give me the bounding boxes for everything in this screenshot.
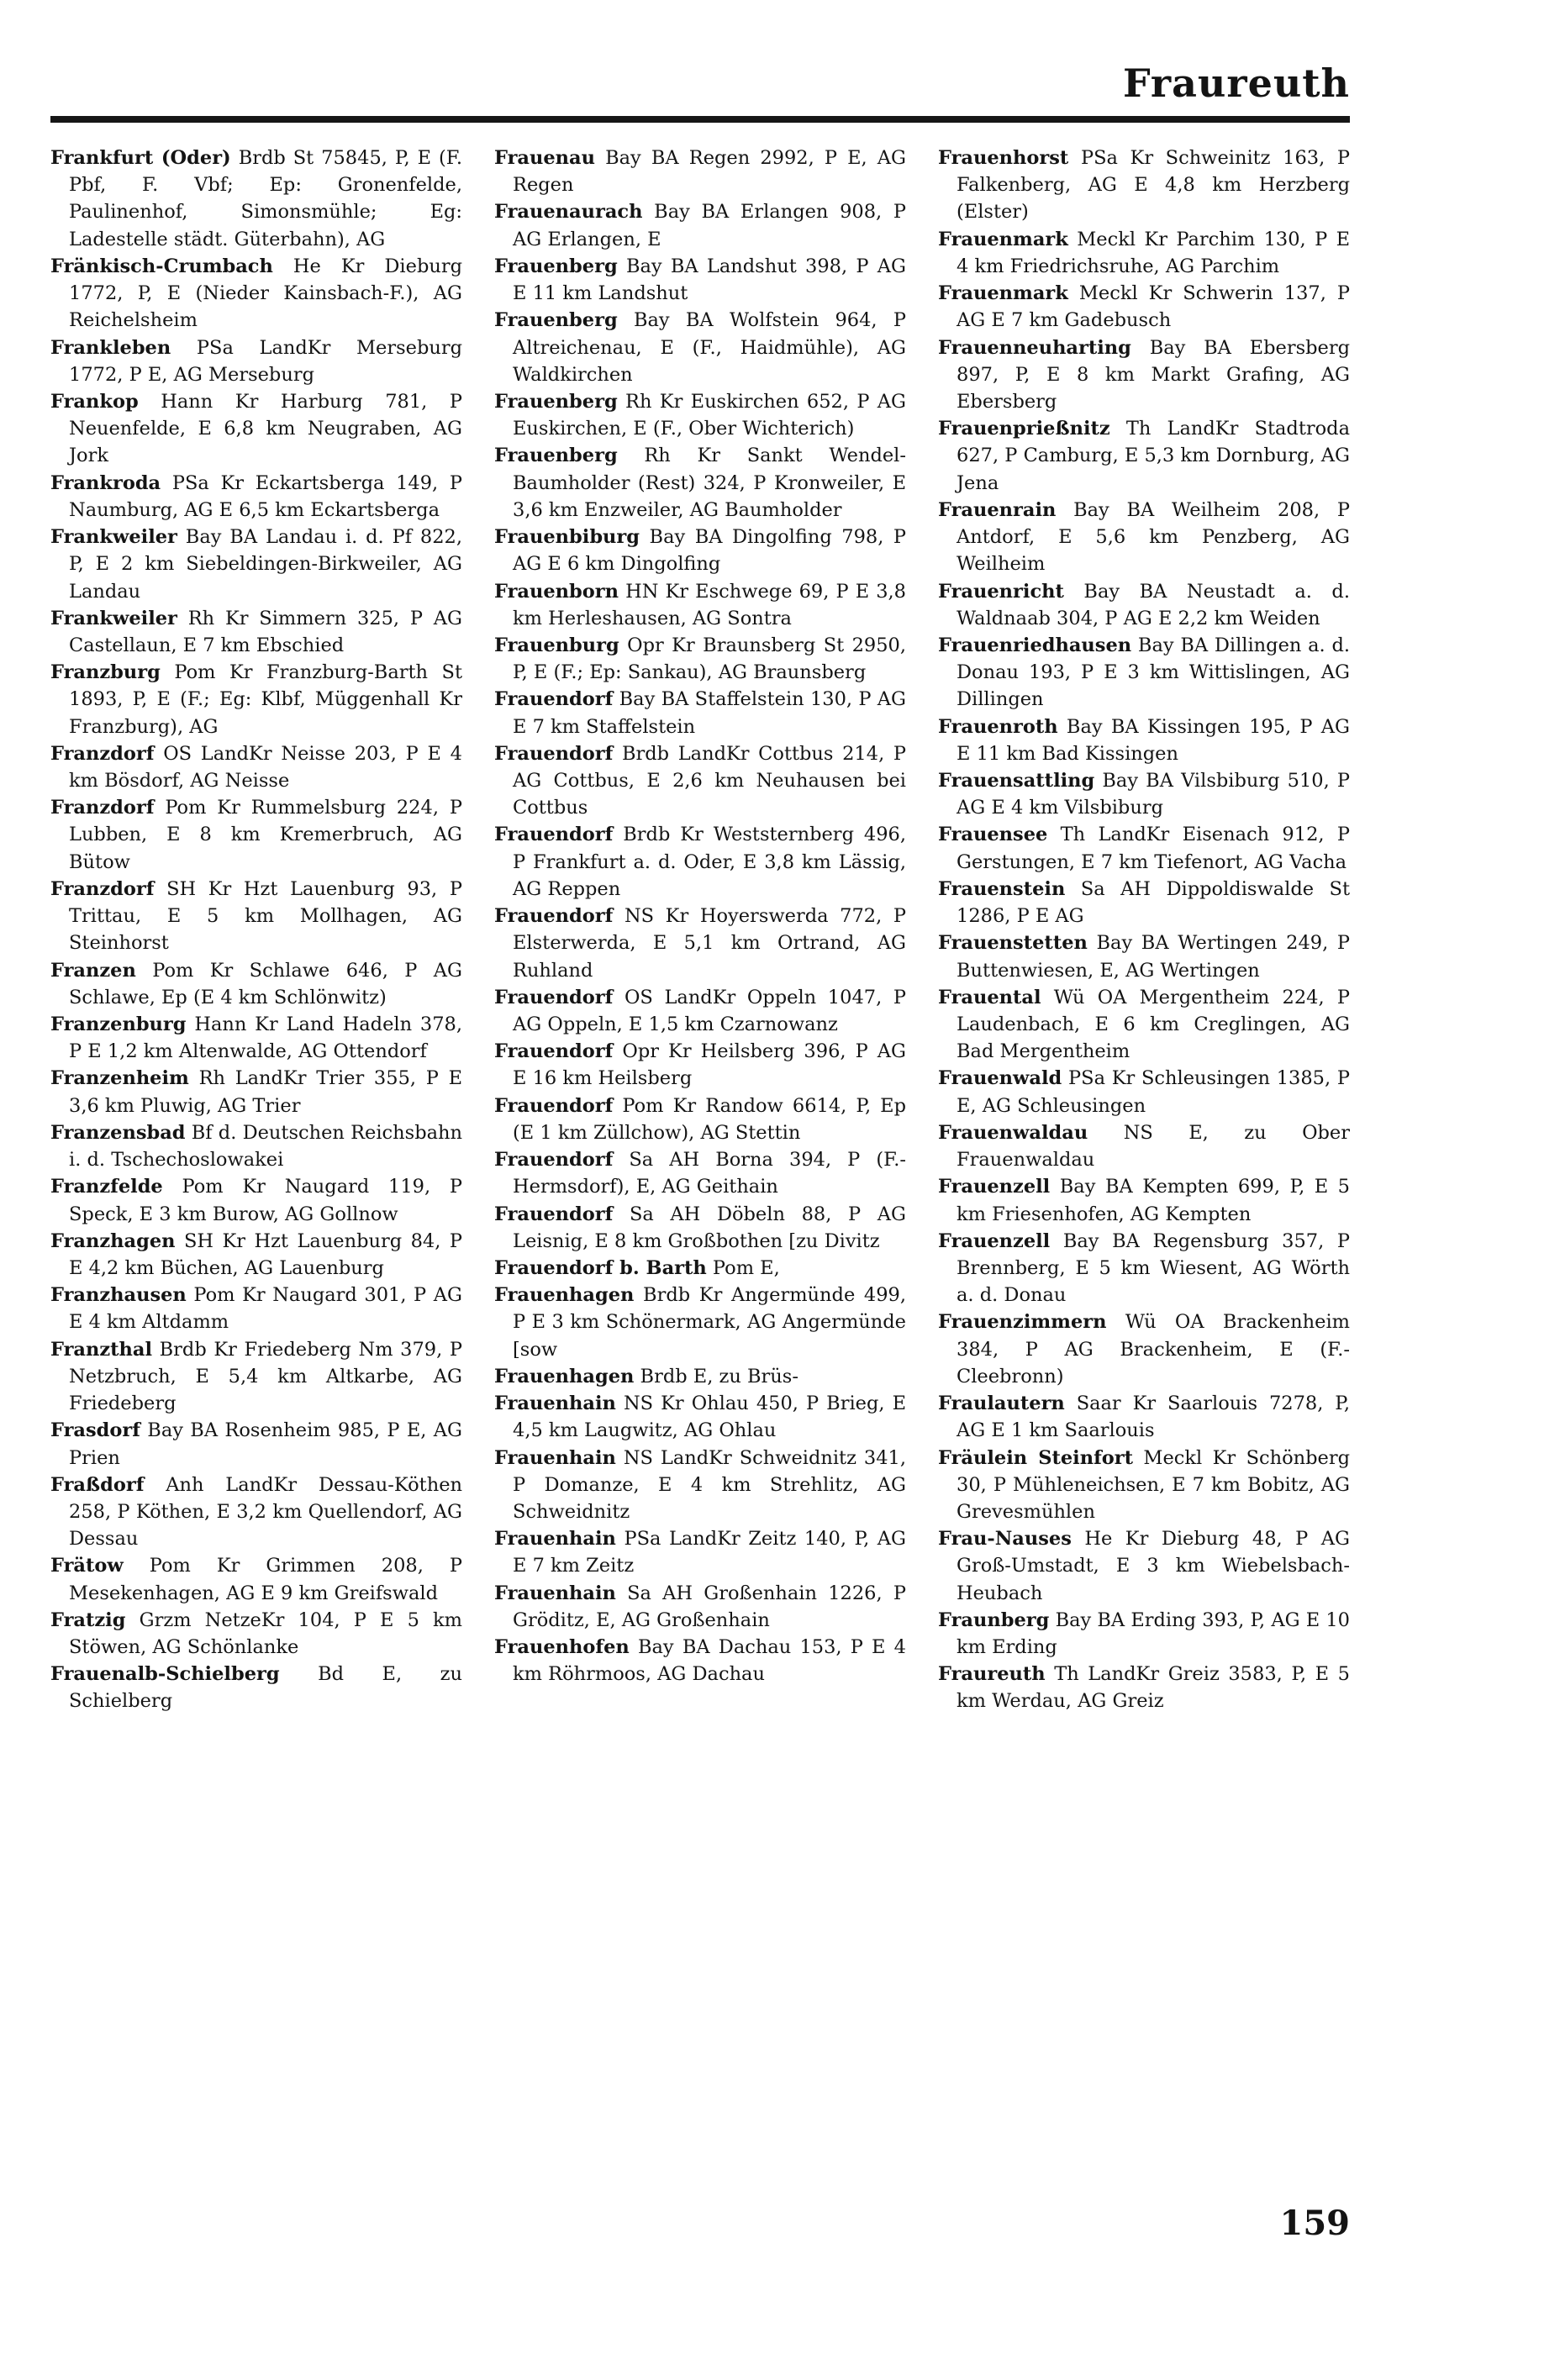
gazetteer-entry xyxy=(494,903,906,984)
entry-text: He Kr Dieburg 48, P AG Groß-Umstadt, E 3 km Wiebelsbach-Heubach xyxy=(957,1528,1350,1604)
entry-text: Pom Kr Franzburg-Barth St 1893, P, E (F.; Eg: Klbf, Müggenhall Kr Franzburg), AG xyxy=(69,661,462,738)
entry-text: Meckl Kr Schwerin 137, P AG E 7 km Gadebusch xyxy=(957,282,1350,332)
entry-text: Bd E, zu Schielberg xyxy=(69,1663,462,1713)
gazetteer-entry xyxy=(50,605,462,659)
entry-headword: Frauendorf xyxy=(494,742,614,765)
entry-text: Pom Kr Naugard 119, P Speck, E 3 km Burow, AG Gollnow xyxy=(69,1176,462,1225)
entry-text: He Kr Dieburg 1772, P, E (Nieder Kainsbach-F.), AG Reichelsheim xyxy=(69,255,462,332)
entry-headword: Frauenmark xyxy=(938,228,1068,250)
running-head: Fraureuth xyxy=(1123,61,1350,106)
header-rule xyxy=(50,116,1350,123)
gazetteer-entry xyxy=(50,524,462,605)
entry-text: Saar Kr Saarlouis 7278, P, AG E 1 km Saarlouis xyxy=(957,1393,1350,1442)
entry-text: Bay BA Wertingen 249, P Buttenwiesen, E, AG Wertingen xyxy=(957,932,1350,982)
gazetteer-entry xyxy=(938,578,1350,632)
entry-headword: Franzhausen xyxy=(50,1284,187,1307)
entry-headword: Franzthal xyxy=(50,1338,153,1361)
gazetteer-entry xyxy=(938,1607,1350,1661)
entry-headword: Frauenberg xyxy=(494,255,618,277)
entry-text: Anh LandKr Dessau-Köthen 258, P Köthen, E 3,2 km Quellendorf, AG Dessau xyxy=(69,1473,462,1551)
entry-headword: Frauenmark xyxy=(938,282,1068,305)
gazetteer-entry xyxy=(494,1146,906,1200)
entry-headword: Frauenstein xyxy=(938,877,1066,900)
entry-text: Pom E, xyxy=(712,1256,780,1279)
entry-text: Meckl Kr Schönberg 30, P Mühleneichsen, E 7 km Bobitz, AG Grevesmühlen xyxy=(957,1446,1350,1523)
entry-headword: Frauenberg xyxy=(494,309,618,332)
entry-text: Rh Kr Euskirchen 652, P AG Euskirchen, E (F., Ober Wichterich) xyxy=(513,390,906,440)
entry-text: Wü OA Brackenheim 384, P AG Brackenheim, E (F.-Cleebronn) xyxy=(957,1311,1350,1387)
entry-headword: Franzen xyxy=(50,959,136,982)
column-left xyxy=(50,145,462,2178)
entry-headword: Frauenhorst xyxy=(938,147,1069,169)
gazetteer-entry xyxy=(938,1525,1350,1607)
entry-headword: Frauenhagen xyxy=(494,1284,635,1307)
gazetteer-entry xyxy=(938,497,1350,578)
entry-headword: Franzburg xyxy=(50,661,161,684)
gazetteer-entry xyxy=(50,659,462,740)
gazetteer-entry xyxy=(494,1445,906,1526)
entry-text: Wü OA Mergentheim 224, P Laudenbach, E 6 km Creglingen, AG Bad Mergentheim xyxy=(957,986,1350,1063)
gazetteer-entry xyxy=(494,821,906,903)
entry-text: Th LandKr Eisenach 912, P Gerstungen, E 7 km Tiefenort, AG Vacha xyxy=(957,824,1350,873)
entry-text: PSa LandKr Zeitz 140, P, AG E 7 km Zeitz xyxy=(513,1528,906,1577)
gazetteer-entry xyxy=(494,307,906,388)
entry-headword: Franzhagen xyxy=(50,1229,176,1252)
entry-text: Bay BA Staffelstein 130, P AG E 7 km Staffelstein xyxy=(513,688,906,738)
entry-headword: Frankweiler xyxy=(50,607,177,629)
gazetteer-entry xyxy=(494,1634,906,1688)
entry-text: Bay BA Landau i. d. Pf 822, P, E 2 km Siebeldingen-Birkweiler, AG Landau xyxy=(69,526,462,603)
gazetteer-entry xyxy=(938,713,1350,767)
entry-headword: Frauenroth xyxy=(938,715,1058,738)
gazetteer-entry xyxy=(938,280,1350,334)
entry-text: Brdb LandKr Cottbus 214, P AG Cottbus, E 2,6 km Neuhausen bei Cottbus xyxy=(513,742,906,819)
entry-text: Bay BA Dingolfing 798, P AG E 6 km Dingolfing xyxy=(513,526,906,576)
gazetteer-entry xyxy=(938,821,1350,875)
entry-headword: Fräulein Steinfort xyxy=(938,1446,1134,1469)
gazetteer-entry xyxy=(50,794,462,876)
entry-headword: Fraunberg xyxy=(938,1609,1050,1631)
entry-text: Bay BA Neustadt a. d. Waldnaab 304, P AG E 2,2 km Weiden xyxy=(957,580,1350,629)
entry-text: Brdb Kr Friedeberg Nm 379, P Netzbruch, E 5,4 km Altkarbe, AG Friedeberg xyxy=(69,1338,462,1415)
entry-text: Grzm NetzeKr 104, P E 5 km Stöwen, AG Schönlanke xyxy=(69,1609,462,1659)
gazetteer-entry xyxy=(938,415,1350,497)
gazetteer-entry xyxy=(938,767,1350,821)
gazetteer-entry xyxy=(50,1173,462,1227)
gazetteer-entry xyxy=(938,1173,1350,1227)
entry-text: PSa Kr Schleusingen 1385, P E, AG Schleusingen xyxy=(957,1067,1350,1117)
gazetteer-entry xyxy=(50,1552,462,1606)
entry-headword: Frau-Nauses xyxy=(938,1528,1072,1551)
gazetteer-entry xyxy=(50,334,462,388)
entry-text: OS LandKr Neisse 203, P E 4 km Bösdorf, AG Neisse xyxy=(69,742,462,792)
entry-headword: Frauendorf xyxy=(494,1094,614,1117)
entry-headword: Frauenneuharting xyxy=(938,336,1131,359)
gazetteer-entry xyxy=(50,388,462,470)
entry-headword: Frankweiler xyxy=(50,526,177,549)
entry-headword: Frankfurt (Oder) xyxy=(50,147,231,169)
entry-headword: Frauenhain xyxy=(494,1393,616,1415)
entry-text: PSa LandKr Merseburg 1772, P E, AG Merseburg xyxy=(69,336,462,386)
gazetteer-entry xyxy=(494,740,906,822)
entry-headword: Franzenheim xyxy=(50,1067,189,1090)
columns xyxy=(50,145,1350,2178)
entry-headword: Frauendorf xyxy=(494,1203,614,1225)
entry-headword: Frauenzimmern xyxy=(938,1311,1107,1334)
entry-headword: Frauenberg xyxy=(494,390,618,413)
gazetteer-entry xyxy=(50,1336,462,1418)
entry-headword: Frankroda xyxy=(50,471,161,494)
entry-text: Bay BA Dillingen a. d. Donau 193, P E 3 km Wittislingen, AG Dillingen xyxy=(957,634,1350,711)
entry-text: Brdb Kr Angermünde 499, P E 3 km Schönermark, AG Angermünde [sow xyxy=(513,1284,906,1361)
entry-headword: Frauenhagen xyxy=(494,1365,635,1387)
entry-headword: Frauenau xyxy=(494,147,595,169)
entry-text: PSa Kr Schweinitz 163, P Falkenberg, AG E 4,8 km Herzberg (Elster) xyxy=(957,147,1350,224)
entry-headword: Franzenburg xyxy=(50,1014,187,1035)
gazetteer-entry xyxy=(938,984,1350,1066)
entry-headword: Franzdorf xyxy=(50,742,155,765)
entry-text: Sa AH Borna 394, P (F.-Hermsdorf), E, AG Geithain xyxy=(513,1149,906,1198)
entry-text: Brdb Kr Weststernberg 496, P Frankfurt a. d. Oder, E 3,8 km Lässig, AG Reppen xyxy=(513,824,906,900)
entry-text: Bay BA Landshut 398, P AG E 11 km Landshut xyxy=(513,255,906,305)
entry-text: SH Kr Hzt Lauenburg 84, P E 4,2 km Büchen, AG Lauenburg xyxy=(69,1229,462,1279)
column-middle xyxy=(494,145,906,2178)
entry-headword: Frauendorf xyxy=(494,986,614,1008)
entry-headword: Franzfelde xyxy=(50,1176,163,1198)
entry-text: Opr Kr Heilsberg 396, P AG E 16 km Heilsberg xyxy=(513,1040,906,1090)
gazetteer-entry xyxy=(50,876,462,957)
entry-text: Bay BA Regensburg 357, P Brennberg, E 5 km Wiesent, AG Wörth a. d. Donau xyxy=(957,1229,1350,1307)
gazetteer-entry xyxy=(50,1282,462,1335)
entry-text: Hann Kr Land Hadeln 378, P E 1,2 km Altenwalde, AG Ottendorf xyxy=(69,1014,462,1063)
entry-headword: Frauendorf xyxy=(494,1149,614,1172)
gazetteer-entry xyxy=(50,1472,462,1553)
entry-text: PSa Kr Eckartsberga 149, P Naumburg, AG E 6,5 km Eckartsberga xyxy=(69,471,462,521)
entry-headword: Franzensbad xyxy=(50,1121,186,1144)
entry-headword: Frauendorf b. Barth xyxy=(494,1256,707,1279)
gazetteer-entry xyxy=(494,524,906,577)
gazetteer-entry xyxy=(50,1119,462,1173)
entry-headword: Fraßdorf xyxy=(50,1473,145,1496)
gazetteer-entry xyxy=(938,929,1350,983)
entry-headword: Frauensattling xyxy=(938,770,1095,792)
entry-text: Meckl Kr Parchim 130, P E 4 km Friedrichsruhe, AG Parchim xyxy=(957,228,1350,277)
gazetteer-entry xyxy=(938,1228,1350,1309)
entry-headword: Frauenprießnitz xyxy=(938,418,1110,440)
entry-headword: Fraulautern xyxy=(938,1393,1065,1415)
entry-headword: Frauenborn xyxy=(494,580,619,603)
gazetteer-entry xyxy=(50,740,462,794)
entry-headword: Fraureuth xyxy=(938,1663,1046,1686)
entry-text: Pom Kr Naugard 301, P AG E 4 km Altdamm xyxy=(69,1284,462,1334)
entry-headword: Fränkisch-Crumbach xyxy=(50,255,273,277)
entry-text: Sa AH Großenhain 1226, P Gröditz, E, AG Großenhain xyxy=(513,1582,906,1631)
entry-text: SH Kr Hzt Lauenburg 93, P Trittau, E 5 km Mollhagen, AG Steinhorst xyxy=(69,877,462,955)
entry-text: Bf d. Deutschen Reichsbahn i. d. Tschechoslowakei xyxy=(69,1121,462,1172)
entry-headword: Franzdorf xyxy=(50,877,155,900)
gazetteer-entry xyxy=(494,686,906,740)
gazetteer-entry xyxy=(938,1445,1350,1526)
gazetteer-entry xyxy=(494,253,906,307)
entry-headword: Franzdorf xyxy=(50,797,155,819)
gazetteer-entry xyxy=(494,984,906,1038)
entry-headword: Frauenburg xyxy=(494,634,619,656)
entry-headword: Frauensee xyxy=(938,824,1048,846)
entry-headword: Frauenricht xyxy=(938,580,1064,603)
gazetteer-entry xyxy=(494,1525,906,1579)
gazetteer-entry xyxy=(494,1363,906,1390)
entry-text: Opr Kr Braunsberg St 2950, P, E (F.; Ep: Sankau), AG Braunsberg xyxy=(513,634,906,684)
entry-text: Th LandKr Greiz 3583, P, E 5 km Werdau, AG Greiz xyxy=(957,1663,1350,1713)
gazetteer-entry xyxy=(938,226,1350,280)
gazetteer-entry xyxy=(938,334,1350,416)
gazetteer-entry xyxy=(938,1065,1350,1119)
gazetteer-entry xyxy=(50,145,462,253)
entry-text: Bay BA Dachau 153, P E 4 km Röhrmoos, AG Dachau xyxy=(513,1636,906,1686)
entry-headword: Frauenzell xyxy=(938,1229,1051,1252)
entry-text: Pom Kr Schlawe 646, P AG Schlawe, Ep (E 4 km Schlönwitz) xyxy=(69,959,462,1008)
gazetteer-entry xyxy=(494,632,906,686)
entry-headword: Frauendorf xyxy=(494,905,614,928)
entry-text: HN Kr Eschwege 69, P E 3,8 km Herleshausen, AG Sontra xyxy=(513,580,906,629)
gazetteer-entry xyxy=(50,1011,462,1065)
gazetteer-entry xyxy=(494,1580,906,1634)
entry-headword: Frauenstetten xyxy=(938,932,1088,955)
gazetteer-entry xyxy=(938,876,1350,929)
entry-headword: Frätow xyxy=(50,1555,124,1577)
entry-headword: Frauenhain xyxy=(494,1528,616,1551)
entry-headword: Frauental xyxy=(938,986,1041,1008)
entry-headword: Frauenberg xyxy=(494,445,618,467)
entry-headword: Frauenalb-Schielberg xyxy=(50,1663,280,1686)
entry-headword: Frauenbiburg xyxy=(494,526,640,549)
entry-text: Brdb E, zu Brüs- xyxy=(640,1365,798,1387)
gazetteer-entry xyxy=(494,1390,906,1444)
gazetteer-entry xyxy=(50,1065,462,1119)
entry-text: Bay BA Vilsbiburg 510, P AG E 4 km Vilsbiburg xyxy=(957,770,1350,819)
gazetteer-entry xyxy=(494,1038,906,1092)
entry-headword: Frauenhofen xyxy=(494,1636,630,1659)
entry-text: NS Kr Hoyerswerda 772, P Elsterwerda, E 5,1 km Ortrand, AG Ruhland xyxy=(513,905,906,982)
entry-text: Bay BA Erlangen 908, P AG Erlangen, E xyxy=(513,201,906,250)
gazetteer-entry xyxy=(938,632,1350,713)
entry-headword: Frauenaurach xyxy=(494,201,643,224)
entry-headword: Frauenriedhausen xyxy=(938,634,1132,656)
gazetteer-entry xyxy=(938,1119,1350,1173)
gazetteer-entry xyxy=(50,1417,462,1471)
gazetteer-entry xyxy=(50,1661,462,1714)
gazetteer-entry xyxy=(494,1255,906,1282)
entry-text: OS LandKr Oppeln 1047, P AG Oppeln, E 1,5 km Czarnowanz xyxy=(513,986,906,1035)
gazetteer-entry xyxy=(494,442,906,524)
gazetteer-entry xyxy=(938,145,1350,226)
gazetteer-entry xyxy=(50,253,462,334)
page-number: 159 xyxy=(1279,2204,1350,2243)
entry-headword: Frauenrain xyxy=(938,498,1057,521)
column-right xyxy=(938,145,1350,2178)
entry-headword: Frauenzell xyxy=(938,1176,1051,1198)
entry-text: Bay BA Kissingen 195, P AG E 11 km Bad Kissingen xyxy=(957,715,1350,765)
entry-headword: Fratzig xyxy=(50,1609,126,1631)
entry-text: Bay BA Weilheim 208, P Antdorf, E 5,6 km Penzberg, AG Weilheim xyxy=(957,498,1350,576)
entry-text: Sa AH Dippoldiswalde St 1286, P E AG xyxy=(957,877,1350,928)
entry-headword: Frankleben xyxy=(50,336,171,359)
entry-text: NS E, zu Ober Frauenwaldau xyxy=(957,1121,1350,1172)
gazetteer-entry xyxy=(494,388,906,442)
gazetteer-entry xyxy=(494,145,906,198)
gazetteer-entry xyxy=(494,1093,906,1146)
entry-headword: Frasdorf xyxy=(50,1419,140,1442)
gazetteer-entry xyxy=(50,470,462,524)
entry-headword: Frauendorf xyxy=(494,688,614,711)
entry-text: Pom Kr Randow 6614, P, Ep (E 1 km Züllchow), AG Stettin xyxy=(513,1094,906,1144)
gazetteer-entry xyxy=(938,1661,1350,1714)
entry-headword: Frauenhain xyxy=(494,1446,616,1469)
entry-text: NS Kr Ohlau 450, P Brieg, E 4,5 km Laugwitz, AG Ohlau xyxy=(513,1393,906,1442)
entry-text: Rh Kr Sankt Wendel-Baumholder (Rest) 324, P Kronweiler, E 3,6 km Enzweiler, AG Baumholder xyxy=(513,445,906,521)
page-header xyxy=(50,61,1350,119)
entry-text: Bay BA Kempten 699, P, E 5 km Friesenhofen, AG Kempten xyxy=(957,1176,1350,1225)
gazetteer-entry xyxy=(494,578,906,632)
entry-text: Rh LandKr Trier 355, P E 3,6 km Pluwig, AG Trier xyxy=(69,1067,462,1117)
entry-text: Bay BA Rosenheim 985, P E, AG Prien xyxy=(69,1419,462,1469)
entry-text: Rh Kr Simmern 325, P AG Castellaun, E 7 km Ebschied xyxy=(69,607,462,656)
entry-text: Hann Kr Harburg 781, P Neuenfelde, E 6,8 km Neugraben, AG Jork xyxy=(69,390,462,467)
entry-text: Bay BA Erding 393, P, AG E 10 km Erding xyxy=(957,1609,1350,1659)
entry-headword: Frauenwaldau xyxy=(938,1121,1088,1144)
gazetteer-entry xyxy=(50,1607,462,1661)
gazetteer-entry xyxy=(50,1228,462,1282)
entry-text: Bay BA Wolfstein 964, P Altreichenau, E (F., Haidmühle), AG Waldkirchen xyxy=(513,309,906,386)
gazetteer-entry xyxy=(938,1308,1350,1390)
gazetteer-entry xyxy=(494,1201,906,1255)
entry-text: Brdb St 75845, P, E (F. Pbf, F. Vbf; Ep: Gronenfelde, Paulinenhof, Simonsmühle; Eg: Ladestelle städt. Güterbahn), AG xyxy=(69,147,462,250)
entry-text: Pom Kr Rummelsburg 224, P Lubben, E 8 km Kremerbruch, AG Bütow xyxy=(69,797,462,873)
gazetteer-entry xyxy=(494,198,906,252)
gazetteer-entry xyxy=(938,1390,1350,1444)
entry-text: Pom Kr Grimmen 208, P Mesekenhagen, AG E 9 km Greifswald xyxy=(69,1555,462,1604)
entry-headword: Frauendorf xyxy=(494,1040,614,1063)
entry-text: NS LandKr Schweidnitz 341, P Domanze, E 4 km Strehlitz, AG Schweidnitz xyxy=(513,1446,906,1523)
entry-headword: Frauendorf xyxy=(494,824,614,846)
entry-text: Sa AH Döbeln 88, P AG Leisnig, E 8 km Großbothen [zu Divitz xyxy=(513,1203,906,1252)
entry-text: Bay BA Regen 2992, P E, AG Regen xyxy=(513,147,906,197)
entry-headword: Frankop xyxy=(50,390,139,413)
entry-headword: Frauenwald xyxy=(938,1067,1062,1090)
entry-text: Th LandKr Stadtroda 627, P Camburg, E 5,3 km Dornburg, AG Jena xyxy=(957,418,1350,494)
entry-text: Bay BA Ebersberg 897, P, E 8 km Markt Grafing, AG Ebersberg xyxy=(957,336,1350,413)
gazetteer-entry xyxy=(50,957,462,1011)
entry-headword: Frauenhain xyxy=(494,1582,616,1604)
gazetteer-entry xyxy=(494,1282,906,1363)
